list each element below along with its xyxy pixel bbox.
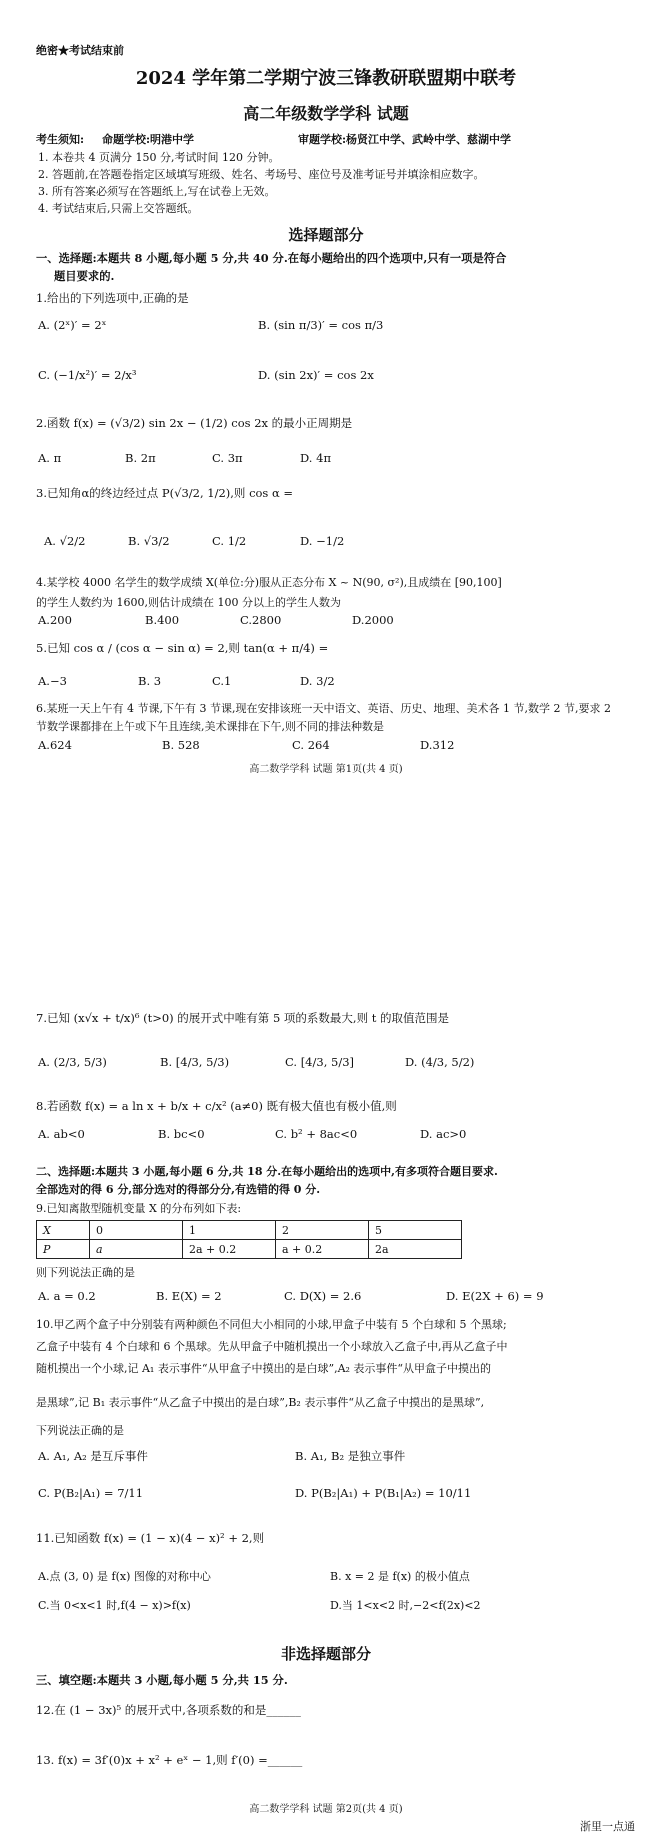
page1-footer: 高二数学学科 试题 第1页(共 4 页) [249, 764, 403, 775]
q10-line: 随机摸出一个小球,记 A₁ 表示事件“从甲盒子中摸出的是白球”,A₂ 表示事件“从甲盒子中摸出的 [36, 1362, 492, 1375]
q8-option-b: B. bc<0 [158, 1127, 205, 1141]
table-cell: a [90, 1240, 183, 1259]
q7-stem: 7.已知 (x√x + t/x)⁶ (t>0) 的展开式中唯有第 5 项的系数最大,则 t 的取值范围是 [36, 1011, 450, 1025]
q10-line: 乙盒子中装有 4 个白球和 6 个黑球。先从甲盒子中随机摸出一个小球放入乙盒子中,再从乙盒子中 [36, 1340, 508, 1353]
part1-heading: 一、选择题:本题共 8 小题,每小题 5 分,共 40 分.在每小题给出的四个选项中,只有一项是符合 [36, 251, 507, 265]
q10-option-a: A. A₁, A₂ 是互斥事件 [38, 1449, 148, 1463]
q4-option-c: C.2800 [240, 613, 282, 627]
q9-stem: 9.已知离散型随机变量 X 的分布列如下表: [36, 1202, 242, 1215]
q10-option-d: D. P(B₂|A₁) + P(B₁|A₂) = 10/11 [295, 1486, 472, 1500]
q9-option-b: B. E(X) = 2 [156, 1289, 222, 1303]
q5-option-b: B. 3 [138, 674, 162, 688]
q3-stem: 3.已知角α的终边经过点 P(√3/2, 1/2),则 cos α = [36, 486, 294, 500]
q11-stem: 11.已知函数 f(x) = (1 − x)(4 − x)² + 2,则 [36, 1531, 265, 1545]
table-cell: X [37, 1221, 90, 1240]
q3-option-d: D. −1/2 [300, 534, 345, 548]
q2-option-c: C. 3π [212, 451, 243, 465]
notice-label: 考生须知: [36, 133, 85, 146]
q3-option-c: C. 1/2 [212, 534, 247, 548]
notice-item: 3. 所有答案必须写在答题纸上,写在试卷上无效。 [38, 185, 276, 198]
table-cell: 2a + 0.2 [183, 1240, 276, 1259]
table-cell: 2 [276, 1221, 369, 1240]
section-choice-heading: 选择题部分 [288, 226, 364, 244]
secret-mark: 绝密★考试结束前 [36, 44, 124, 57]
q5-stem: 5.已知 cos α / (cos α − sin α) = 2,则 tan(α + π/4) = [36, 641, 329, 655]
q6-option-c: C. 264 [292, 738, 330, 752]
q6-option-b: B. 528 [162, 738, 200, 752]
q10-line: 下列说法正确的是 [36, 1424, 124, 1437]
q1-option-b: B. (sin π/3)′ = cos π/3 [258, 318, 384, 332]
q1-option-c: C. (−1/x²)′ = 2/x³ [38, 368, 137, 382]
table-cell: 5 [369, 1221, 462, 1240]
q4-option-a: A.200 [38, 613, 72, 627]
table-cell: a + 0.2 [276, 1240, 369, 1259]
part2-heading: 二、选择题:本题共 3 小题,每小题 6 分,共 18 分.在每小题给出的选项中,有多项符合题目要求. [36, 1165, 498, 1178]
q12-stem: 12.在 (1 − 3x)⁵ 的展开式中,各项系数的和是______ [36, 1703, 301, 1717]
q7-option-d: D. (4/3, 5/2) [405, 1055, 475, 1069]
q9-option-c: C. D(X) = 2.6 [284, 1289, 362, 1303]
q2-option-d: D. 4π [300, 451, 331, 465]
q8-option-d: D. ac>0 [420, 1127, 467, 1141]
q1-option-a: A. (2ˣ)′ = 2ˣ [38, 318, 107, 332]
q7-option-b: B. [4/3, 5/3) [160, 1055, 230, 1069]
q10-line: 是黑球”,记 B₁ 表示事件“从乙盒子中摸出的是白球”,B₂ 表示事件“从乙盒子中摸出的是黑球”, [36, 1396, 485, 1409]
notice-item: 4. 考试结束后,只需上交答题纸。 [38, 202, 199, 215]
q2-option-a: A. π [38, 451, 62, 465]
q8-option-c: C. b² + 8ac<0 [275, 1127, 358, 1141]
watermark: 浙里一点通 [580, 1820, 635, 1833]
table-cell: 1 [183, 1221, 276, 1240]
q5-option-c: C.1 [212, 674, 232, 688]
q4-option-b: B.400 [145, 613, 180, 627]
table-cell: 0 [90, 1221, 183, 1240]
table-cell: 2a [369, 1240, 462, 1259]
q4-option-d: D.2000 [352, 613, 394, 627]
q13-stem: 13. f(x) = 3f′(0)x + x² + eˣ − 1,则 f′(0) =______ [36, 1753, 303, 1767]
q6-option-d: D.312 [420, 738, 455, 752]
part3-heading: 三、填空题:本题共 3 小题,每小题 5 分,共 15 分. [36, 1673, 288, 1687]
reviewer-school: 审题学校:杨贤江中学、武岭中学、慈湖中学 [298, 133, 512, 146]
q8-option-a: A. ab<0 [38, 1127, 85, 1141]
q7-option-c: C. [4/3, 5/3] [285, 1055, 354, 1069]
section-nonchoice-heading: 非选择题部分 [280, 1645, 371, 1663]
distribution-table [36, 1220, 462, 1259]
q11-option-a: A.点 (3, 0) 是 f(x) 图像的对称中心 [38, 1570, 211, 1583]
q10-line: 10.甲乙两个盒子中分别装有两种颜色不同但大小相同的小球,甲盒子中装有 5 个白球和 5 个黑球; [36, 1318, 507, 1331]
part1-heading-cont: 题目要求的. [54, 269, 115, 283]
q10-option-b: B. A₁, B₂ 是独立事件 [295, 1449, 406, 1463]
q4-stem: 4.某学校 4000 名学生的数学成绩 X(单位:分)服从正态分布 X ~ N(90, σ²),且成绩在 [90,100] [36, 576, 502, 589]
exam-title: 2024 学年第二学期宁波三锋教研联盟期中联考 [135, 68, 517, 89]
q2-option-b: B. 2π [125, 451, 156, 465]
q5-option-d: D. 3/2 [300, 674, 335, 688]
setter-school: 命题学校:明港中学 [102, 133, 195, 146]
q2-stem: 2.函数 f(x) = (√3/2) sin 2x − (1/2) cos 2x 的最小正周期是 [36, 416, 353, 430]
q6-option-a: A.624 [38, 738, 72, 752]
table-cell: P [37, 1240, 90, 1259]
q11-option-d: D.当 1<x<2 时,−2<f(2x)<2 [330, 1599, 481, 1612]
page2-footer: 高二数学学科 试题 第2页(共 4 页) [249, 1804, 403, 1815]
q6-stem: 6.某班一天上午有 4 节课,下午有 3 节课,现在安排该班一天中语文、英语、历史、地理、美术各 1 节,数学 2 节,要求 2 节数学课都排在上午或下午且连续,美术课排在下午,则不同的排法种数是 [36, 702, 611, 733]
q3-option-a: A. √2/2 [44, 534, 86, 548]
q9-option-d: D. E(2X + 6) = 9 [446, 1289, 544, 1303]
table-row [37, 1240, 462, 1259]
q8-stem: 8.若函数 f(x) = a ln x + b/x + c/x² (a≠0) 既有极大值也有极小值,则 [36, 1099, 397, 1113]
exam-subtitle: 高二年级数学学科 试题 [243, 104, 409, 123]
q11-option-b: B. x = 2 是 f(x) 的极小值点 [330, 1570, 470, 1583]
part2-heading-cont: 全部选对的得 6 分,部分选对的得部分分,有选错的得 0 分. [36, 1183, 321, 1196]
q7-option-a: A. (2/3, 5/3) [38, 1055, 107, 1069]
q1-stem: 1.给出的下列选项中,正确的是 [36, 291, 189, 305]
q4-stem-cont: 的学生人数约为 1600,则估计成绩在 100 分以上的学生人数为 [36, 596, 341, 609]
q9-option-a: A. a = 0.2 [38, 1289, 96, 1303]
q5-option-a: A.−3 [38, 674, 67, 688]
q1-option-d: D. (sin 2x)′ = cos 2x [258, 368, 374, 382]
table-row [37, 1221, 462, 1240]
notice-item: 2. 答题前,在答题卷指定区域填写班级、姓名、考场号、座位号及准考证号并填涂相应数字。 [38, 168, 485, 181]
notice-item: 1. 本卷共 4 页满分 150 分,考试时间 120 分钟。 [38, 151, 280, 164]
q3-option-b: B. √3/2 [128, 534, 170, 548]
q9-after: 则下列说法正确的是 [36, 1266, 135, 1279]
q10-option-c: C. P(B₂|A₁) = 7/11 [38, 1486, 144, 1500]
q11-option-c: C.当 0<x<1 时,f(4 − x)>f(x) [38, 1599, 191, 1612]
